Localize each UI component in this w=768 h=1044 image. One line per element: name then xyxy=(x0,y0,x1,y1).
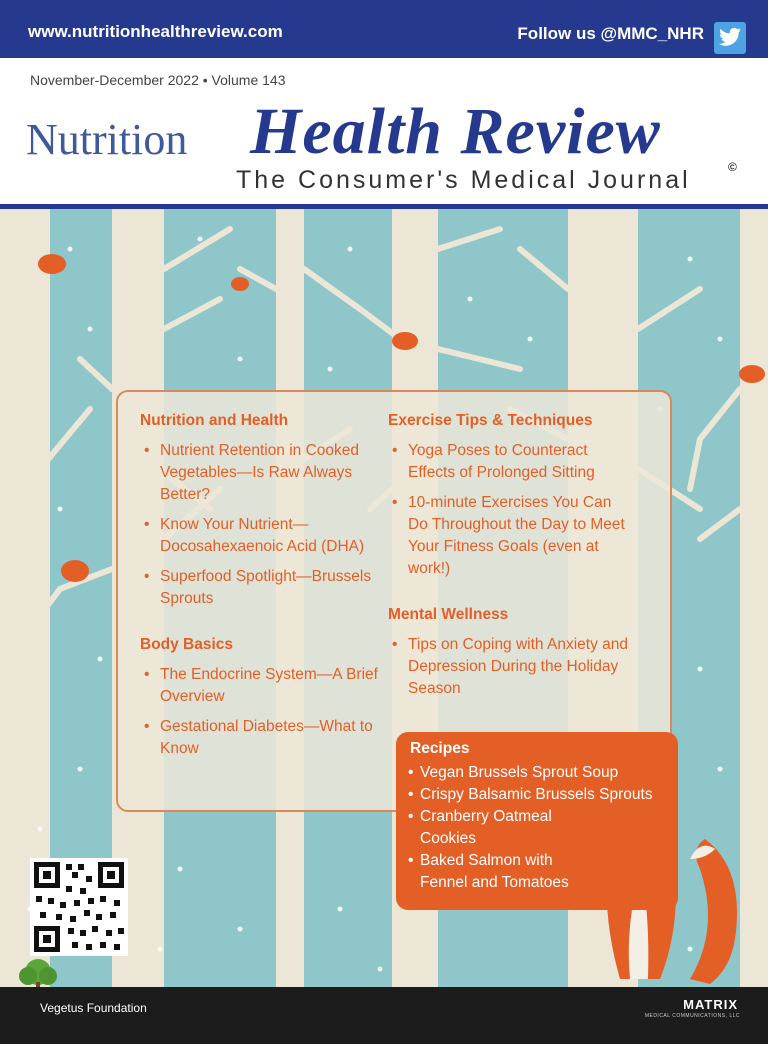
list-item[interactable]: • Yoga Poses to Counteract Effects of Prolonged Sitting xyxy=(388,440,628,484)
section-list-nutrition xyxy=(140,440,380,610)
list-item[interactable]: • Crispy Balsamic Brussels Sprouts xyxy=(396,784,678,806)
section-title-body-basics: Body Basics xyxy=(140,636,234,653)
qr-code[interactable] xyxy=(30,858,128,956)
section-list-mental-wellness xyxy=(388,634,628,700)
toc-column-left xyxy=(140,412,380,768)
twitter-icon[interactable] xyxy=(714,22,746,54)
matrix-logo-subtext: MEDICAL COMMUNICATIONS, LLC xyxy=(644,1013,740,1019)
list-item[interactable]: • Vegan Brussels Sprout Soup xyxy=(396,762,678,784)
section-title-nutrition: Nutrition and Health xyxy=(140,412,289,429)
title-nutrition: Nutrition xyxy=(26,115,188,164)
list-item[interactable]: • Nutrient Retention in Cooked Vegetables—Is Raw Always Better? xyxy=(140,440,380,506)
copyright-mark: © xyxy=(728,160,737,174)
top-bar xyxy=(0,0,768,58)
issue-date: November-December 2022 • Volume 143 xyxy=(30,72,286,88)
recipes-list xyxy=(396,762,678,894)
list-item[interactable]: • Tips on Coping with Anxiety and Depression During the Holiday Season xyxy=(388,634,628,700)
list-item[interactable]: • Gestational Diabetes—What to Know xyxy=(140,716,380,760)
follow-text[interactable]: Follow us @MMC_NHR xyxy=(517,24,704,43)
website-link[interactable]: www.nutritionhealthreview.com xyxy=(28,22,283,41)
list-item[interactable]: • Superfood Spotlight—Brussels Sprouts xyxy=(140,566,380,610)
vegetus-foundation-label: Vegetus Foundation xyxy=(40,1001,147,1015)
toc-column-right xyxy=(388,412,628,708)
section-list-exercise xyxy=(388,440,628,580)
list-item[interactable]: • Know Your Nutrient—Docosahexaenoic Acid (DHA) xyxy=(140,514,380,558)
masthead xyxy=(0,58,768,204)
list-item[interactable]: • Cranberry Oatmeal Cookies xyxy=(396,806,590,850)
list-item[interactable]: • Baked Salmon with Fennel and Tomatoes xyxy=(396,850,590,894)
list-item[interactable]: • The Endocrine System—A Brief Overview xyxy=(140,664,380,708)
list-item[interactable]: • 10-minute Exercises You Can Do Throughout the Day to Meet Your Fitness Goals (even at work!) xyxy=(388,492,628,580)
matrix-logo-text: MATRIX xyxy=(683,997,738,1012)
section-list-body-basics xyxy=(140,664,380,760)
tagline: The Consumer's Medical Journal xyxy=(236,166,691,194)
recipes-title: Recipes xyxy=(410,740,470,757)
section-title-exercise: Exercise Tips & Techniques xyxy=(388,412,593,429)
title-health-review: Health Review xyxy=(250,95,661,168)
section-title-mental-wellness: Mental Wellness xyxy=(388,606,509,623)
recipes-box xyxy=(396,732,678,910)
footer xyxy=(0,987,768,1044)
